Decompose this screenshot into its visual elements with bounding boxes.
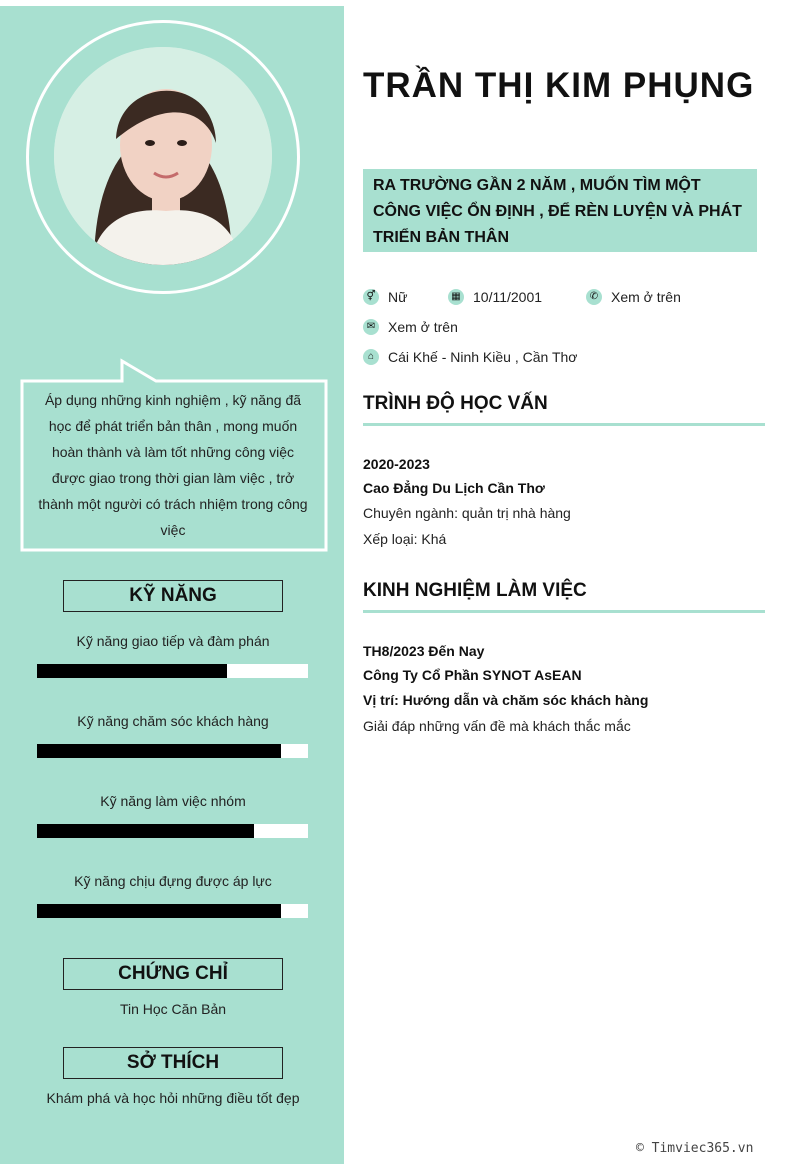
gender-value: Nữ bbox=[388, 289, 408, 305]
experience-heading: KINH NGHIỆM LÀM VIỆC bbox=[363, 580, 765, 613]
candidate-name: TRẦN THỊ KIM PHỤNG bbox=[363, 66, 755, 105]
skill-bar bbox=[37, 904, 308, 918]
avatar bbox=[54, 47, 272, 265]
skills-title: KỸ NĂNG bbox=[63, 580, 283, 612]
skill-label: Kỹ năng giao tiếp và đàm phán bbox=[76, 633, 270, 649]
skill-bar-fill bbox=[37, 744, 281, 758]
experience-position: Vị trí: Hướng dẫn và chăm sóc khách hàng bbox=[363, 692, 649, 708]
summary-text: Áp dụng những kinh nghiệm , kỹ năng đã học để phát triển bản thân , mong muốn hoàn thành và làm tốt những công việc được giao trong thời gian làm việc , trở thành một người có trách nhiệm trong công việc bbox=[38, 392, 308, 538]
phone-row bbox=[586, 289, 681, 305]
gender-row bbox=[363, 289, 407, 305]
education-school: Cao Đẳng Du Lịch Cần Thơ bbox=[363, 480, 545, 496]
experience-description: Giải đáp những vấn đề mà khách thắc mắc bbox=[363, 718, 631, 734]
footer-watermark: © Timviec365.vn bbox=[636, 1141, 754, 1156]
phone-value: Xem ở trên bbox=[611, 289, 681, 305]
calendar-icon: ▦ bbox=[448, 289, 464, 305]
experience-period: TH8/2023 Đến Nay bbox=[363, 643, 485, 659]
email-row bbox=[363, 319, 458, 335]
certificates-title: CHỨNG CHỈ bbox=[63, 958, 283, 990]
education-major: Chuyên ngành: quản trị nhà hàng bbox=[363, 505, 571, 521]
skill-label: Kỹ năng chăm sóc khách hàng bbox=[77, 713, 269, 729]
home-icon: ⌂ bbox=[363, 349, 379, 365]
skill-bar bbox=[37, 664, 308, 678]
education-heading: TRÌNH ĐỘ HỌC VẤN bbox=[363, 393, 765, 426]
hobbies-title: SỞ THÍCH bbox=[63, 1047, 283, 1079]
skill-label: Kỹ năng chịu đựng được áp lực bbox=[74, 873, 272, 889]
experience-company: Công Ty Cổ Phần SYNOT AsEAN bbox=[363, 667, 582, 683]
email-icon: ✉ bbox=[363, 319, 379, 335]
birthdate-value: 10/11/2001 bbox=[473, 289, 543, 305]
gender-icon: ⚥ bbox=[363, 289, 379, 305]
skill-bar bbox=[37, 824, 308, 838]
skill-bar-fill bbox=[37, 904, 281, 918]
skill-label: Kỹ năng làm việc nhóm bbox=[100, 793, 246, 809]
address-row bbox=[363, 349, 577, 365]
birthdate-row bbox=[448, 289, 542, 305]
skill-bar-fill bbox=[37, 824, 254, 838]
skill-bar bbox=[37, 744, 308, 758]
certificate-item: Tin Học Căn Bản bbox=[119, 1001, 227, 1017]
education-grade: Xếp loại: Khá bbox=[363, 531, 447, 547]
skill-bar-fill bbox=[37, 664, 227, 678]
email-value: Xem ở trên bbox=[388, 319, 458, 335]
education-period: 2020-2023 bbox=[363, 456, 430, 472]
address-value: Cái Khế - Ninh Kiều , Cần Thơ bbox=[388, 349, 578, 365]
phone-icon: ✆ bbox=[586, 289, 602, 305]
hobby-item: Khám phá và học hỏi những điều tốt đẹp bbox=[46, 1090, 300, 1106]
career-objective: RA TRƯỜNG GẦN 2 NĂM , MUỐN TÌM MỘT CÔNG VIỆC ỔN ĐỊNH , ĐỂ RÈN LUYỆN VÀ PHÁT TRIỂN BẢN THÂN bbox=[363, 169, 757, 252]
